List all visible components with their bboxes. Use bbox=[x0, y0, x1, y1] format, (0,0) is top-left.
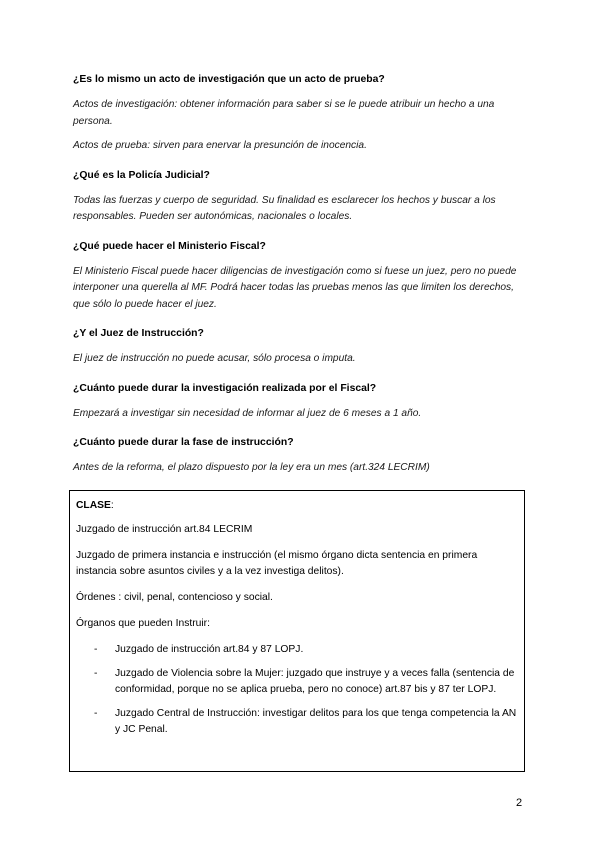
question-heading: ¿Qué puede hacer el Ministerio Fiscal? bbox=[73, 240, 266, 252]
question-heading: ¿Cuánto puede durar la investigación realizada por el Fiscal? bbox=[73, 382, 377, 394]
qa-item-juez-instruccion bbox=[73, 327, 528, 368]
dash-bullet-icon: - bbox=[94, 668, 98, 679]
clase-title-colon: : bbox=[110, 500, 114, 511]
answer-text: El Ministerio Fiscal puede hacer diligencias de investigación como si fuese un juez, pero no puede interponer una querella al MF. Podrá hacer todas las pruebas menos las que limiten los derechos, que sólo lo puede hacer el juez. bbox=[73, 265, 517, 310]
list-item bbox=[76, 666, 518, 698]
question-heading: ¿Cuánto puede durar la fase de instrucción? bbox=[73, 437, 294, 448]
answer-text: Empezará a investigar sin necesidad de informar al juez de 6 meses a 1 año. bbox=[73, 407, 422, 419]
page-number: 2 bbox=[516, 797, 523, 809]
qa-item-duracion-investigacion-fiscal bbox=[73, 382, 528, 423]
qa-item-investigacion-prueba bbox=[73, 73, 528, 155]
list-item-text: Juzgado de Violencia sobre la Mujer: juzgado que instruye y a veces falla (sentencia de conformidad, porque no se aplica prueba, pero no conoce) art.87 bis y 87 ter LOPJ. bbox=[115, 668, 515, 695]
qa-item-ministerio-fiscal bbox=[73, 240, 528, 314]
clase-paragraph: Órdenes : civil, penal, contencioso y social. bbox=[76, 592, 273, 603]
dash-bullet-icon: - bbox=[94, 644, 98, 655]
question-heading: ¿Qué es la Policía Judicial? bbox=[73, 169, 210, 181]
clase-title bbox=[76, 498, 518, 514]
list-item-text: Juzgado Central de Instrucción: investigar delitos para los que tenga competencia la AN y JC Penal. bbox=[115, 708, 517, 735]
dash-bullet-icon: - bbox=[94, 708, 98, 719]
list-item-text: Juzgado de instrucción art.84 y 87 LOPJ. bbox=[115, 644, 304, 655]
qa-section bbox=[73, 73, 528, 491]
clase-paragraph: Juzgado de primera instancia e instrucción (el mismo órgano dicta sentencia en primera instancia sobre asuntos civiles y a la vez investiga delitos). bbox=[76, 550, 478, 577]
qa-item-policia-judicial bbox=[73, 169, 528, 226]
clase-notes-box bbox=[69, 490, 525, 772]
list-item bbox=[76, 642, 518, 658]
clase-paragraph: Órganos que pueden Instruir: bbox=[76, 618, 210, 629]
answer-text: Antes de la reforma, el plazo dispuesto por la ley era un mes (art.324 LECRIM) bbox=[73, 462, 430, 473]
organos-list bbox=[76, 642, 518, 738]
qa-item-duracion-fase-instruccion bbox=[73, 436, 528, 477]
clase-title-label: CLASE bbox=[76, 500, 111, 511]
clase-paragraph: Juzgado de instrucción art.84 LECRIM bbox=[76, 524, 253, 535]
question-heading: ¿Y el Juez de Instrucción? bbox=[73, 328, 204, 339]
answer-text: El juez de instrucción no puede acusar, sólo procesa o imputa. bbox=[73, 353, 356, 364]
answer-text: Actos de prueba: sirven para enervar la presunción de inocencia. bbox=[73, 140, 367, 151]
answer-text: Actos de investigación: obtener información para saber si se le puede atribuir un hecho a una persona. bbox=[73, 99, 495, 127]
answer-text: Todas las fuerzas y cuerpo de seguridad. Su finalidad es esclarecer los hechos y buscar a los responsables. Pueden ser autonómicas, nacionales o locales. bbox=[73, 194, 496, 222]
list-item bbox=[76, 706, 518, 738]
question-heading: ¿Es lo mismo un acto de investigación que un acto de prueba? bbox=[73, 74, 385, 85]
